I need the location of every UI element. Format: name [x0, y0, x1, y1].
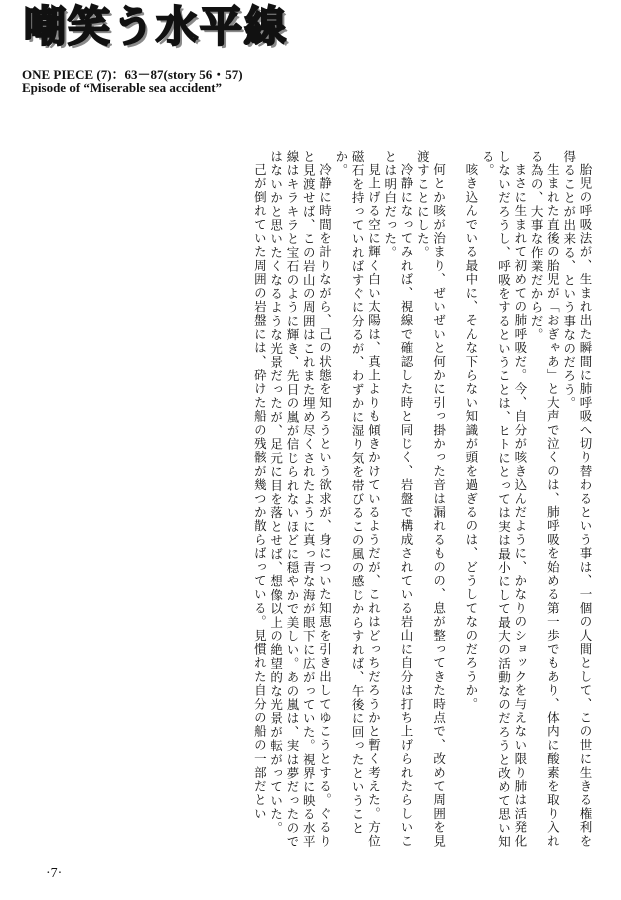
page-title: 嘲笑う水平線 [24, 2, 289, 51]
paragraph: 生まれた直後の胎児が「おぎゃあ」と大声で泣くのは、肺呼吸を始める第一歩でもあり、体内に酸素を取り入れる為の、大事な作業だからだ。 [529, 150, 561, 848]
story-body [33, 150, 593, 850]
paragraph: 己が倒れていた周囲の岩盤には、砕けた船の残骸が幾つか散らばっている。見慣れた自分の船の一部だとい [252, 162, 268, 821]
page-number: ·7· [46, 866, 63, 881]
source-reference: ONE PIECE (7)：63－87(story 56・57) [22, 67, 243, 82]
paragraph: 何とか咳が治まり、ぜいぜいと何かに引っ掛かった音は漏れるものの、息が整ってきた時点で、改めて周囲を見渡すことにした。 [415, 150, 447, 848]
paragraph: まさに生まれて初めての肺呼吸だ。今、自分が咳き込んだように、かなりのショックを与えない限り肺は活発化しないだろうし、呼吸をするということは、ヒトにとっては実は最小にして最大の活動なのだろうと改めて思い知る。 [480, 150, 528, 849]
paragraph: 冷静になってみれば、視線で確認した時と同じく、岩盤で構成されている岩山に自分は打ち上げられたらしいことは明白だった。 [382, 150, 415, 848]
paragraph: 咳き込んでいる最中に、そんな下らない知識が頭を過ぎるのは、どうしてなのだろうか。 [463, 162, 479, 711]
episode-title: Episode of “Miserable sea accident” [22, 80, 223, 95]
paragraph: 冷静に時間を計りながら、己の状態を知ろうという欲求が、身についた知恵を引き出してゆこうとする。ぐるりと見渡せば、この岩山の周囲はこれまた埋め尽くされたように真っ青な海が眼下に広がっていた。視界に映る水平線はキラキラと宝石のように輝き、先日の嵐が信じられないほどに穏やかで美しい。あの嵐は、実は夢だったのではないかと思いたくなるような光景だったが、足元に目を落とせば、想像以上の絶望的な光景が転がっていた。 [268, 150, 333, 849]
paragraph: 見上げる空に輝く白い太陽は、真上よりも傾きかけているようだが、これはどっちだろうかと暫く考えた。方位磁石を持っていればすぐに分るが、わずかに湿り気を帯びるこの風の感じからすれば、午後に回ったということか。 [333, 150, 382, 848]
paragraph: 胎児の呼吸法が、生まれ出た瞬間に肺呼吸へ切り替わるという事は、一個の人間として、この世に生きる権利を得ることが出来る、という事なのだろう。 [561, 150, 593, 848]
